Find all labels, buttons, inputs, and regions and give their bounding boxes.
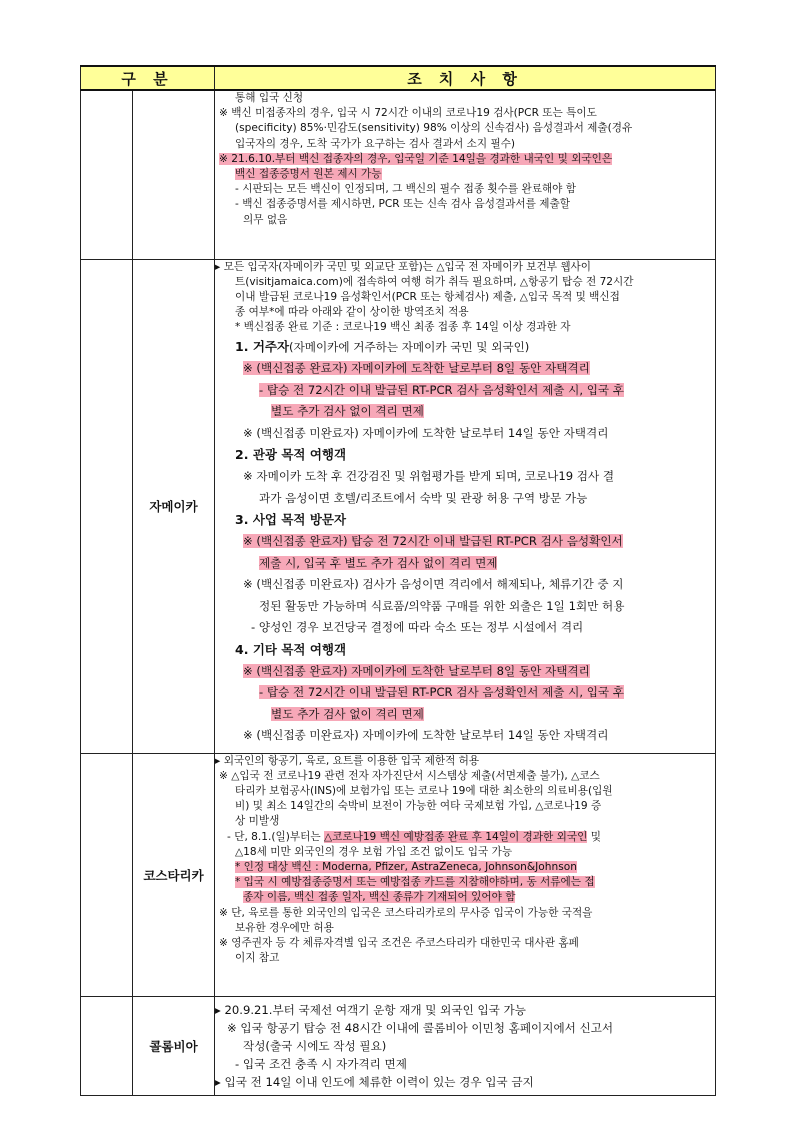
country-cell: 콜롬비아	[133, 996, 215, 1095]
text-line: 통해 입국 신청	[235, 92, 304, 104]
table-row	[81, 996, 716, 1095]
blank-cell	[81, 753, 133, 996]
section-heading: 1. 거주자	[235, 338, 290, 354]
table-header-row	[81, 66, 716, 90]
text-line: 트(visitjamaica.com)에 접속하여 여행 허가 취득 필요하며, △항공기 탑승 전 72시간	[235, 275, 634, 288]
country-cell: 코스타리카	[133, 753, 215, 996]
text-line: - 입국 조건 충족 시 자가격리 면제	[235, 1056, 407, 1071]
country-cell: 자메이카	[133, 259, 215, 753]
text-line: ※ (백신접종 미완료자) 자메이카에 도착한 날로부터 14일 동안 자택격리	[243, 425, 609, 440]
highlighted-text: △코로나19 백신 예방접종 완료 후 14일이 경과한 외국인	[323, 830, 588, 843]
blank-cell	[81, 996, 133, 1095]
text-line: 이내 발급된 코로나19 음성확인서(PCR 또는 항체검사) 제출, △입국 목적 및 백신접	[235, 290, 620, 303]
measures-table	[80, 65, 716, 1096]
text-line: ▸ 외국인의 항공기, 육로, 요트를 이용한 입국 제한적 허용	[215, 754, 480, 767]
text-line: ※ (백신접종 미완료자) 자메이카에 도착한 날로부터 14일 동안 자택격리	[243, 728, 609, 743]
table-row	[81, 259, 716, 753]
text-line: 이지 참고	[235, 952, 280, 965]
blank-cell	[81, 90, 133, 259]
highlighted-text: 별도 추가 검사 없이 격리 면제	[271, 404, 424, 419]
text-line: ※ 백신 미접종자의 경우, 입국 시 72시간 이내의 코로나19 검사(PCR 또는 특이도	[219, 107, 597, 120]
text-line: ▸ 20.9.21.부터 국제선 여객기 운항 재개 및 외국인 입국 가능	[215, 1002, 526, 1017]
text-line: ▸ 모든 입국자(자메이카 국민 및 외교단 포함)는 △입국 전 자메이카 보건부 웹사이	[215, 260, 592, 273]
text-line: (specificity) 85%·민감도(sensitivity) 98% 이상의 신속검사) 음성결과서 제출(경유	[235, 122, 633, 135]
text-line: ▸ 입국 전 14일 이내 인도에 체류한 이력이 있는 경우 입국 금지	[215, 1074, 534, 1089]
text-line: ※ 영주권자 등 각 체류자격별 입국 조건은 주코스타리카 대한민국 대사관 홈페	[219, 936, 579, 949]
text-line: ※ 자메이카 도착 후 건강검진 및 위험평가를 받게 되며, 코로나19 검사 결	[243, 469, 615, 484]
table-row	[81, 753, 716, 996]
text-line: 의무 없음	[243, 213, 288, 226]
highlighted-text: 종자 이름, 백신 접종 일자, 백신 종류가 기재되어 있어야 함	[243, 891, 516, 904]
table-row	[81, 90, 716, 259]
highlighted-text: * 인정 대상 백신 : Moderna, Pfizer, AstraZeneca, Johnson&Johnson	[235, 860, 577, 873]
highlighted-text: - 탑승 전 72시간 이내 발급된 RT-PCR 검사 음성확인서 제출 시, 입국 후	[259, 685, 625, 700]
country-cell	[133, 90, 215, 259]
text-line: 보유한 경우에만 허용	[235, 921, 334, 934]
highlighted-text: - 탑승 전 72시간 이내 발급된 RT-PCR 검사 음성확인서 제출 시, 입국 후	[259, 382, 625, 397]
text-line: 비) 및 최소 14일간의 숙박비 보전이 가능한 여타 국제보험 가입, △코로나19 증	[235, 800, 602, 813]
text-line: - 단, 8.1.(일)부터는	[227, 830, 324, 843]
text-line: 타리카 보험공사(INS)에 보험가입 또는 코로나 19에 대한 최소한의 의료비용(입원	[235, 784, 613, 797]
blank-cell	[81, 259, 133, 753]
highlighted-text: ※ (백신접종 완료자) 탑승 전 72시간 이내 발급된 RT-PCR 검사 음성확인서	[243, 534, 623, 549]
measures-cell	[215, 90, 716, 259]
text-line: ※ △입국 전 코로나19 관련 전자 자가진단서 시스템상 제출(서면제출 불가), △코스	[219, 769, 600, 782]
text-line: 입국자의 경우, 도착 국가가 요구하는 검사 결과서 소지 필수)	[235, 137, 516, 150]
highlighted-text: 별도 추가 검사 없이 격리 면제	[271, 706, 424, 721]
text-line: 상 미발생	[235, 815, 280, 828]
header-category: 구 분	[81, 66, 215, 90]
measures-cell	[215, 259, 716, 753]
section-heading: 2. 관광 목적 여행객	[235, 447, 347, 463]
section-heading: 3. 사업 목적 방문자	[235, 512, 347, 528]
highlighted-text: 제출 시, 입국 후 별도 추가 검사 없이 격리 면제	[259, 555, 498, 570]
text-line: 작성(출국 시에도 작성 필요)	[243, 1038, 387, 1053]
text-line: (자메이카에 거주하는 자메이카 국민 및 외국인)	[289, 339, 530, 354]
highlighted-text: ※ 21.6.10.부터 백신 접종자의 경우, 입국일 기준 14일을 경과한 내국인 및 외국인은	[219, 152, 613, 165]
text-line: 과가 음성이면 호텔/리조트에서 숙박 및 관광 허용 구역 방문 가능	[259, 490, 588, 505]
header-measures: 조 치 사 항	[215, 66, 716, 90]
text-line: ※ 단, 육로를 통한 외국인의 입국은 코스타리카로의 무사증 입국이 가능한 국적을	[219, 906, 593, 919]
highlighted-text: ※ (백신접종 완료자) 자메이카에 도착한 날로부터 8일 동안 자택격리	[243, 663, 590, 678]
highlighted-text: ※ (백신접종 완료자) 자메이카에 도착한 날로부터 8일 동안 자택격리	[243, 361, 590, 376]
measures-cell	[215, 753, 716, 996]
text-line: - 시판되는 모든 백신이 인정되며, 그 백신의 필수 접종 횟수를 완료해야 함	[235, 183, 577, 196]
text-line: - 백신 접종증명서를 제시하면, PCR 또는 신속 검사 음성결과서를 제출할	[235, 198, 570, 211]
text-line: ※ (백신접종 미완료자) 검사가 음성이면 격리에서 해제되나, 체류기간 중 지	[243, 577, 624, 592]
text-line: * 백신접종 완료 기준 : 코로나19 백신 최종 접종 후 14일 이상 경과한 자	[235, 321, 571, 334]
measures-cell	[215, 996, 716, 1095]
section-heading: 4. 기타 목적 여행객	[235, 641, 347, 657]
text-line: 정된 활동만 가능하며 식료품/의약품 구매를 위한 외출은 1일 1회만 허용	[259, 598, 625, 613]
text-line: 및	[587, 830, 601, 843]
text-line: ※ 입국 항공기 탑승 전 48시간 이내에 콜롬비아 이민청 홈페이지에서 신고서	[227, 1020, 614, 1035]
highlighted-text: * 입국 시 예방접종증명서 또는 예방접종 카드를 지참해야하며, 동 서류에는 접	[235, 876, 595, 889]
text-line: - 양성인 경우 보건당국 결정에 따라 숙소 또는 정부 시설에서 격리	[251, 620, 584, 635]
text-line: △18세 미만 외국인의 경우 보험 가입 조건 없이도 입국 가능	[235, 845, 513, 858]
text-line: 종 여부*에 따라 아래와 같이 상이한 방역조치 적용	[235, 306, 469, 319]
highlighted-text: 백신 접종증명서 원본 제시 가능	[235, 168, 382, 181]
